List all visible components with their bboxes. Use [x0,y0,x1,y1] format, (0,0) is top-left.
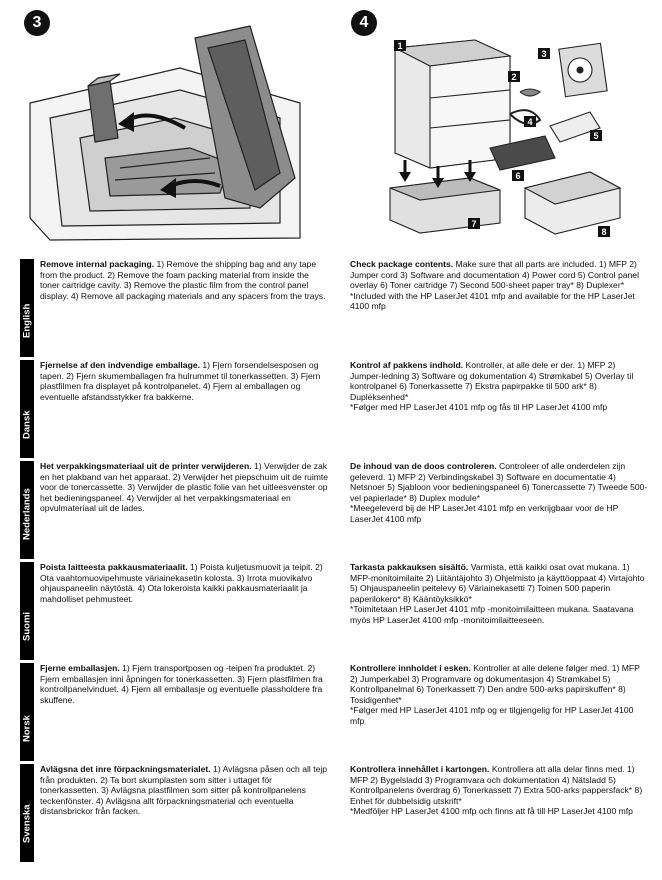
section-dansk [20,360,648,458]
part-label-2: 2 [511,72,517,82]
remove-packaging-text-nederlands: Het verpakkingsmateriaal uit de printer verwijderen. 1) Verwijder de zak en het plakband van het apparaat. 2) Verwijder het piepschuim uit de ruimte voor de tonercassette. 3) Verwijder de plastic folie van het uitleesvenster op het bedieningspaneel. 4) Verwijder al het verpakkingsmateriaal en opvulmateriaal uit de lades. [40,461,329,514]
part-label-7: 7 [471,219,477,229]
package-contents-text-suomi: Tarkasta pakkauksen sisältö. Varmista, että kaikki osat ovat mukana. 1) MFP-monitoimilaite 2) Liitäntäjohto 3) Ohjelmisto ja käyttöoppaat 4) Virtajohto 5) Ohjauspaneelin peitelevy 6) Väriainekasetti 7) Toinen 500 paperin paperilokero* 8) Kääntöyksikkö* *Toimitetaan HP LaserJet 4101 mfp -monitoimilaitteen mukana. Saatavana myös HP LaserJet 4100 mfp -monitoimilaitteeseen. [350,562,645,625]
remove-packaging-text-norsk: Fjerne emballasjen. 1) Fjern transportposen og -teipen fra produktet. 2) Fjern emballasjen inni åpningen for tonerkassetten. 3) Fjern plastfilmen fra kontrollpanelvinduet. 4) Fjern all emballasje og eventuelle plassholdere fra skuffene. [40,663,323,705]
remove-packaging-text-english: Remove internal packaging. 1) Remove the shipping bag and any tape from the product. 2) Remove the foam packing material from inside the toner cartridge cavity. 3) Remove the plastic film from the control panel display. 4) Remove all packaging materials and any spacers from the trays. [40,259,326,301]
package-contents-text-english: Check package contents. Make sure that all parts are included. 1) MFP 2) Jumper cord 3) Software and documentation 4) Power cord 5) Control panel overlay 6) Toner cartridge 7) Second 500-sheet paper tray* 8) Duplexer* *Included with the HP LaserJet 4101 mfp and available for the HP LaserJet 4100 mfp [350,259,639,312]
part-label-6: 6 [515,171,521,181]
package-contents-text-norsk: Kontrollere innholdet i esken. Kontroller at alle delene følger med. 1) MFP 2) Jumperkabel 3) Programvare og dokumentasjon 4) Strømkabel 5) Kontrollpanelmal 6) Tonerkassett 7) Den andre 500-arks papirskuffen* 8) Tosidigenhet* *Følger med HP LaserJet 4101 mfp og er tilgjengelig for HP LaserJet 4100 mfp [350,663,640,726]
package-contents-text-dansk: Kontrol af pakkens indhold. Kontroller, at alle dele er der. 1) MFP 2) Jumper-ledning 3) Software og dokumentation 4) Strømkabel 5) Overlay til kontrolpanel 6) Tonerkassette 7) Ekstra papirpakke til 500 ark* 8) Dupleksenhed* *Følger med HP LaserJet 4101 mfp og fås til HP LaserJet 4100 mfp [350,360,634,413]
section-svenska [20,764,648,862]
part-label-3: 3 [541,49,547,59]
remove-packaging-text-svenska: Avlägsna det inre förpackningsmaterialet. 1) Avlägsna påsen och all tejp från produkten. 2) Ta bort skumplasten som sitter i uttaget för tonerkassetten. 3) Avlägsna plastfilmen som sitter på kontrollpanelens teckenfönster. 4) Avlägsna allt förpackningsmaterial och eventuella distansbrickor från facken. [40,764,328,817]
part-label-5: 5 [593,131,599,141]
illustration-remove-packaging [10,8,310,252]
part-label-4: 4 [527,117,533,127]
section-english [20,259,648,357]
language-tab-norsk: Norsk [20,663,34,761]
section-norsk [20,663,648,761]
remove-packaging-text-suomi: Poista laitteesta pakkausmateriaalit. 1) Poista kuljetusmuovit ja teipit. 2) Ota vaahtomuovipehmuste väriainekasetin kolosta. 3) Irrota muovikalvo ohjauspaneelin näytöstä. 4) Ota lokeroista kaikki pakkausmateriaalit ja mahdolliset pehmusteet. [40,562,323,604]
remove-packaging-text-dansk: Fjernelse af den indvendige emballage. 1) Fjern forsendelsesposen og tapen. 2) Fjern skumemballagen fra hulrummet til tonerkassetten. 3) Fjern plastfilmen fra displayet på kontrolpanelet. 4) Fjern al emballagen og eventuelle afstandsstykker fra bakkerne. [40,360,321,402]
language-tab-suomi: Suomi [20,562,34,660]
part-label-8: 8 [601,227,607,237]
language-tab-svenska: Svenska [20,764,34,862]
step-number-4: 4 [351,10,377,36]
part-label-1: 1 [397,41,403,51]
language-tab-dansk: Dansk [20,360,34,458]
package-contents-text-svenska: Kontrollera innehållet i kartongen. Kontrollera att alla delar finns med. 1) MFP 2) Bygelsladd 3) Programvara och dokumentation 4) Nätsladd 5) Kontrollpanelens överdrag 6) Tonerkassett 7) Extra 500-arks pappersfack* 8) Enhet för dubbelsidig utskrift* *Medföljer HP LaserJet 4100 mfp och finns att få till HP LaserJet 4100 mfp [350,764,643,817]
step-number-3: 3 [24,10,50,36]
package-contents-text-nederlands: De inhoud van de doos controleren. Controleer of alle onderdelen zijn geleverd. 1) MFP 2) Verbindingskabel 3) Software en documentatie 4) Netsnoer 5) Sjabloon voor bedieningspaneel 6) Tonercassette 7) Tweede 500-vel papierlade* 8) Duplex module* *Meegeleverd bij de HP LaserJet 4101 mfp en verkrijgbaar voor de HP LaserJet 4100 mfp [350,461,648,524]
language-tab-english: English [20,259,34,357]
illustration-package-contents [350,8,650,252]
section-nederlands [20,461,648,559]
section-suomi [20,562,648,660]
language-tab-nederlands: Nederlands [20,461,34,559]
